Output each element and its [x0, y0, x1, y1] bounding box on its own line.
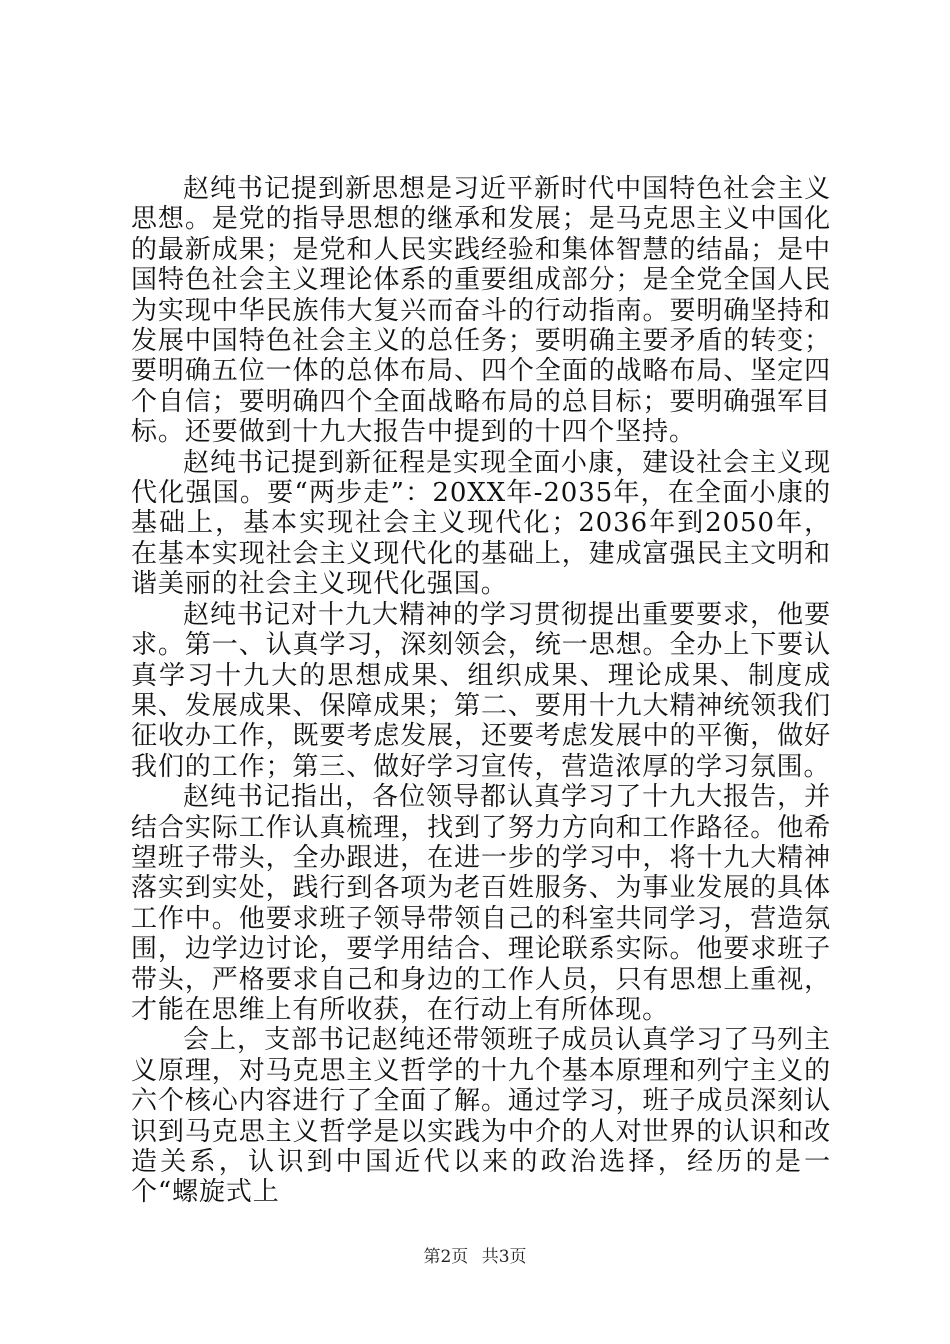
paragraph: 赵纯书记指出，各位领导都认真学习了十九大报告，并结合实际工作认真梳理，找到了努力方向和工作路径。他希望班子带头，全办跟进，在进一步的学习中，将十九大精神落实到实处，践行到各项为老百姓服务、为事业发展的具体工作中。他要求班子领导带领自己的科室共同学习，营造氛围，边学边讨论，要学用结合、理论联系实际。他要求班子带头，严格要求自己和身边的工作人员，只有思想上重视，才能在思维上有所收获，在行动上有所体现。 [131, 782, 831, 1025]
document-body [131, 174, 831, 1208]
page-footer [0, 1242, 950, 1267]
paragraph: 赵纯书记对十九大精神的学习贯彻提出重要要求，他要求。第一、认真学习，深刻领会，统一思想。全办上下要认真学习十九大的思想成果、组织成果、理论成果、制度成果、发展成果、保障成果；第二、要用十九大精神统领我们征收办工作，既要考虑发展，还要考虑发展中的平衡，做好我们的工作；第三、做好学习宣传，营造浓厚的学习氛围。 [131, 599, 831, 782]
page-number: 第2页 [423, 1247, 469, 1267]
paragraph: 赵纯书记提到新征程是实现全面小康，建设社会主义现代化强国。要“两步走”：20XX年-2035年，在全面小康的基础上，基本实现社会主义现代化；2036年到2050年，在基本实现社会主义现代化的基础上，建成富强民主文明和谐美丽的社会主义现代化强国。 [131, 447, 831, 600]
paragraph: 赵纯书记提到新思想是习近平新时代中国特色社会主义思想。是党的指导思想的继承和发展；是马克思主义中国化的最新成果；是党和人民实践经验和集体智慧的结晶；是中国特色社会主义理论体系的重要组成部分；是全党全国人民为实现中华民族伟大复兴而奋斗的行动指南。要明确坚持和发展中国特色社会主义的总任务；要明确主要矛盾的转变；要明确五位一体的总体布局、四个全面的战略布局、坚定四个自信；要明确四个全面战略布局的总目标；要明确强军目标。还要做到十九大报告中提到的十四个坚持。 [131, 174, 831, 448]
paragraph: 会上，支部书记赵纯还带领班子成员认真学习了马列主义原理，对马克思主义哲学的十九个基本原理和列宁主义的六个核心内容进行了全面了解。通过学习，班子成员深刻认识到马克思主义哲学是以实践为中介的人对世界的认识和改造关系，认识到中国近代以来的政治选择，经历的是一个“螺旋式上 [131, 1025, 831, 1208]
page-total: 共3页 [481, 1247, 527, 1267]
